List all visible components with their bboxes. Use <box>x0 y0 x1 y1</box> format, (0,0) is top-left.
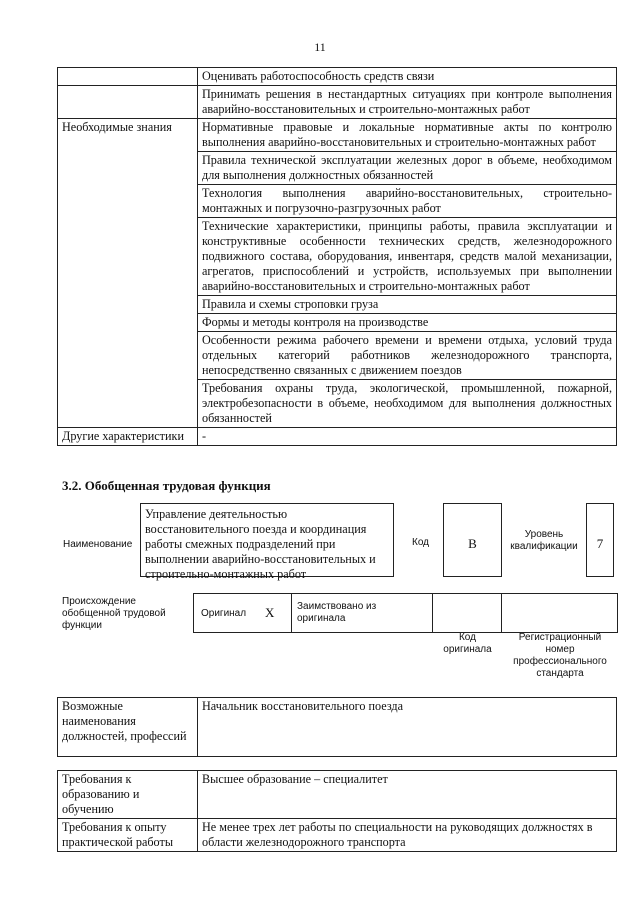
table-cell: Высшее образование – специалитет <box>198 771 617 819</box>
origin-box <box>193 593 618 633</box>
table-cell: Оценивать работоспособность средств связи <box>198 68 617 86</box>
table-row <box>58 771 617 819</box>
table-cell: Требования охраны труда, экологической, промышленной, пожарной, электробезопасности в объеме, необходимом для выполнения должностных обязанностей <box>198 380 617 428</box>
table-row <box>58 68 617 86</box>
table-cell: Начальник восстановительного поезда <box>198 698 617 757</box>
table-cell: Принимать решения в нестандартных ситуациях при контроле выполнения аварийно-восстановительных и строительно-монтажных работ <box>198 86 617 119</box>
table-row <box>58 86 617 119</box>
table-cell: - <box>198 428 617 446</box>
divider <box>291 594 292 632</box>
code-label: Код <box>412 537 430 548</box>
name-label: Наименование <box>63 539 133 550</box>
row-label <box>58 68 198 86</box>
requirements-table <box>57 770 617 852</box>
page-number: 11 <box>314 40 326 54</box>
table-cell: Не менее трех лет работы по специальности на руководящих должностях в области железнодорожного транспорта <box>198 819 617 852</box>
origin-label: Происхождение обобщенной трудовой функции <box>62 596 166 631</box>
divider <box>501 594 502 632</box>
table-cell: Технология выполнения аварийно-восстановительных, строительно-монтажных и погрузочно-разгрузочных работ <box>198 185 617 218</box>
borrowed-label: Заимствовано из оригинала <box>297 601 377 624</box>
original-mark: X <box>265 605 275 620</box>
reg-number-caption: Регистрационный номер профессионального стандарта <box>513 632 607 679</box>
table-row <box>58 119 617 152</box>
table-cell: Формы и методы контроля на производстве <box>198 314 617 332</box>
row-label: Другие характеристики <box>58 428 198 446</box>
table-cell: Правила технической эксплуатации железных дорог в объеме, необходимом для выполнения должностных обязанностей <box>198 152 617 185</box>
code-box: B <box>443 503 502 577</box>
table-row <box>58 428 617 446</box>
original-label: Оригинал <box>201 608 247 619</box>
divider <box>432 594 433 632</box>
row-label: Возможные наименования должностей, профессий <box>58 698 198 757</box>
row-label: Требования к опыту практической работы <box>58 819 198 852</box>
table-cell: Технические характеристики, принципы работы, правила эксплуатации и конструктивные особенности технических средств, железнодорожного подвижного состава, оборудования, инвентаря, средств малой механизации, агрегатов, приспособлений и устройств, используемых при выполнении аварийно-восстановительных и строительно-монтажных работ <box>198 218 617 296</box>
skills-knowledge-table <box>57 67 617 446</box>
function-name-box: Управление деятельностью восстановительного поезда и координация работы смежных подразделений при выполнении аварийно-восстановительных и строительно-монтажных работ <box>140 503 394 577</box>
level-label: Уровень квалификации <box>510 529 578 552</box>
table-cell: Правила и схемы строповки груза <box>198 296 617 314</box>
table-row <box>58 698 617 757</box>
positions-table <box>57 697 617 757</box>
row-label: Необходимые знания <box>58 119 198 428</box>
level-box: 7 <box>586 503 614 577</box>
table-cell: Нормативные правовые и локальные нормативные акты по контролю выполнения аварийно-восстановительных и строительно-монтажных работ <box>198 119 617 152</box>
code-original-caption: Код оригинала <box>443 632 492 655</box>
table-cell: Особенности режима рабочего времени и времени отдыха, условий труда отдельных категорий работников железнодорожного транспорта, непосредственно связанных с движением поездов <box>198 332 617 380</box>
table-row <box>58 819 617 852</box>
section-heading: 3.2. Обобщенная трудовая функция <box>62 478 271 493</box>
row-label: Требования к образованию и обучению <box>58 771 198 819</box>
